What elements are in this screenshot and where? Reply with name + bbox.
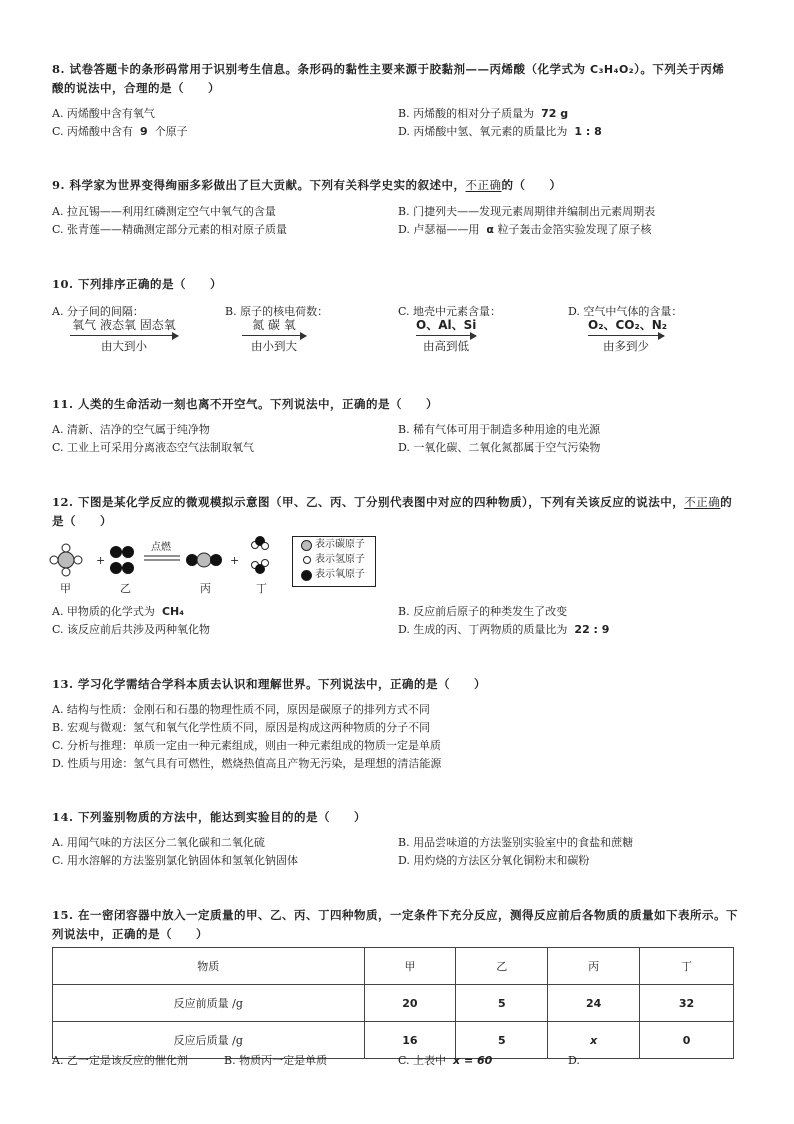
question-14: [52, 808, 742, 827]
table-cell: 16: [364, 1022, 456, 1059]
option-14c[interactable]: C. 用水溶解的方法鉴别氯化钠固体和氢氧化钠固体: [52, 854, 299, 867]
table-cell: 5: [456, 985, 548, 1022]
option-15a[interactable]: A. 乙一定是该反应的催化剂: [52, 1054, 188, 1067]
option-9b[interactable]: B. 门捷列夫——发现元素周期律并编制出元素周期表: [398, 205, 656, 218]
option-13b[interactable]: B. 宏观与微观：氢气和氧气化学性质不同，原因是构成这两种物质的分子不同: [52, 721, 431, 734]
option-8d[interactable]: D. 丙烯酸中氢、氧元素的质量比为 1 : 8: [398, 125, 602, 138]
option-15b[interactable]: B. 物质丙一定是单质: [224, 1054, 328, 1067]
question-10: [52, 275, 742, 294]
table-cell: x: [548, 1022, 640, 1059]
option-10d-label[interactable]: D. 空气中气体的含量：: [568, 305, 683, 318]
option-11c[interactable]: C. 工业上可采用分离液态空气法制取氧气: [52, 441, 255, 454]
molecule-jia: [50, 544, 82, 576]
table-cell: 20: [364, 985, 456, 1022]
option-12d[interactable]: D. 生成的丙、丁两物质的质量比为 22 : 9: [398, 623, 610, 636]
oxygen-atom-icon: [301, 570, 312, 581]
arrow-icon: [588, 335, 664, 336]
plus-sign: +: [96, 554, 106, 567]
table-header-cell: 甲: [364, 948, 456, 985]
label-bing: 丙: [200, 582, 211, 595]
question-11-stem: 11. 人类的生命活动一刻也离不开空气。下列说法中，正确的是（ ）: [52, 397, 439, 411]
option-13c[interactable]: C. 分析与推理：单质一定由一种元素组成，则由一种元素组成的物质一定是单质: [52, 739, 442, 752]
table-header-cell: 物质: [53, 948, 365, 985]
option-11b[interactable]: B. 稀有气体可用于制造多种用途的电光源: [398, 423, 601, 436]
arrow-icon: [416, 335, 476, 336]
option-9a[interactable]: A. 拉瓦锡——利用红磷测定空气中氧气的含量: [52, 205, 276, 218]
option-15c[interactable]: C. 上表中 x = 60: [398, 1054, 493, 1067]
question-9: [52, 176, 742, 195]
label-jia: 甲: [60, 582, 71, 595]
option-14b[interactable]: B. 用品尝味道的方法鉴别实验室中的食盐和蔗糖: [398, 836, 634, 849]
molecule-ding: [252, 536, 269, 574]
legend-carbon: 表示碳原子: [293, 537, 375, 552]
reaction-diagram: [48, 536, 288, 598]
legend-hydrogen: 表示氢原子: [293, 552, 375, 567]
table-cell: 反应前质量 /g: [53, 985, 365, 1022]
question-14-stem: 14. 下列鉴别物质的方法中，能达到实验目的的是（ ）: [52, 810, 367, 824]
option-10b-label[interactable]: B. 原子的核电荷数：: [225, 305, 329, 318]
option-12b[interactable]: B. 反应前后原子的种类发生了改变: [398, 605, 568, 618]
option-12a[interactable]: A. 甲物质的化学式为 CH₄: [52, 605, 185, 618]
table-header-cell: 丙: [548, 948, 640, 985]
table-header-cell: 乙: [456, 948, 548, 985]
option-8a[interactable]: A. 丙烯酸中含有氧气: [52, 107, 155, 120]
table-cell: 24: [548, 985, 640, 1022]
option-12c[interactable]: C. 该反应前后共涉及两种氧化物: [52, 623, 211, 636]
question-8: [52, 60, 742, 98]
option-9d[interactable]: D. 卢瑟福——用 α 粒子轰击金箔实验发现了原子核: [398, 223, 652, 236]
question-9-stem: 9. 科学家为世界变得绚丽多彩做出了巨大贡献。下列有关科学史实的叙述中，不正确的（ ）: [52, 178, 562, 192]
molecule-bing: [186, 553, 222, 567]
question-8-stem: 8. 试卷答题卡的条形码常用于识别考生信息。条形码的黏性主要来源于胶黏剂——丙烯酸（化学式为 C₃H₄O₂）。下列关于丙烯 酸的说法中，合理的是（ ）: [52, 62, 725, 95]
option-10a-label[interactable]: A. 分子间的间隔：: [52, 305, 144, 318]
question-12-stem: 12. 下图是某化学反应的微观模拟示意图（甲、乙、丙、丁分别代表图中对应的四种物质），下列有关该反应的说法中，不正确的 是（ ）: [52, 495, 733, 528]
table-cell: 反应后质量 /g: [53, 1022, 365, 1059]
table-cell: 0: [640, 1022, 734, 1059]
option-10b-arrow: 氮 碳 氧 由小到大: [242, 316, 306, 354]
option-10a-arrow: 氧气 液态氧 固态氧 由大到小: [70, 316, 178, 354]
table-row: [53, 985, 734, 1022]
option-11d[interactable]: D. 一氧化碳、二氧化氮都属于空气污染物: [398, 441, 601, 454]
option-9c[interactable]: C. 张青莲——精确测定部分元素的相对原子质量: [52, 223, 288, 236]
question-10-stem: 10. 下列排序正确的是（ ）: [52, 277, 223, 291]
question-15-stem: 15. 在一密闭容器中放入一定质量的甲、乙、丙、丁四种物质，一定条件下充分反应，测得反应前后各物质的质量如下表所示。下 列说法中，正确的是（ ）: [52, 908, 739, 941]
label-yi: 乙: [120, 582, 131, 595]
molecule-yi: [110, 546, 134, 574]
option-13d[interactable]: D. 性质与用途：氢气具有可燃性，燃烧热值高且产物无污染，是理想的清洁能源: [52, 757, 442, 770]
option-8c[interactable]: C. 丙烯酸中含有 9 个原子: [52, 125, 188, 138]
option-13a[interactable]: A. 结构与性质：金刚石和石墨的物理性质不同，原因是碳原子的排列方式不同: [52, 703, 430, 716]
table-cell: 32: [640, 985, 734, 1022]
option-11a[interactable]: A. 清新、洁净的空气属于纯净物: [52, 423, 210, 436]
question-15: [52, 906, 742, 944]
hydrogen-atom-icon: [303, 556, 311, 564]
carbon-atom-icon: [301, 540, 312, 551]
atom-legend: [292, 536, 376, 587]
label-ding: 丁: [256, 582, 267, 595]
question-13: [52, 675, 742, 694]
table-cell: 5: [456, 1022, 548, 1059]
emphasis-negation: 不正确: [684, 495, 721, 509]
option-10c-arrow: O、Al、Si 由高到低: [416, 318, 477, 353]
arrow-icon: [70, 335, 178, 336]
plus-sign: +: [230, 554, 240, 567]
mass-table: [52, 947, 734, 1059]
reaction-condition: 点燃: [151, 542, 171, 553]
option-8b[interactable]: B. 丙烯酸的相对分子质量为 72 g: [398, 107, 569, 120]
option-14a[interactable]: A. 用闻气味的方法区分二氧化碳和二氧化硫: [52, 836, 265, 849]
emphasis-negation: 不正确: [465, 178, 502, 192]
question-13-stem: 13. 学习化学需结合学科本质去认识和理解世界。下列说法中，正确的是（ ）: [52, 677, 487, 691]
table-header-row: [53, 948, 734, 985]
legend-oxygen: 表示氧原子: [293, 567, 375, 582]
option-10c-label[interactable]: C. 地壳中元素含量：: [398, 305, 502, 318]
question-11: [52, 395, 742, 414]
arrow-icon: [242, 335, 306, 336]
question-12: [52, 493, 742, 531]
table-header-cell: 丁: [640, 948, 734, 985]
option-15d[interactable]: D.: [568, 1054, 580, 1067]
option-10d-arrow: O₂、CO₂、N₂ 由多到少: [588, 318, 668, 353]
option-14d[interactable]: D. 用灼烧的方法区分氧化铜粉末和碳粉: [398, 854, 590, 867]
